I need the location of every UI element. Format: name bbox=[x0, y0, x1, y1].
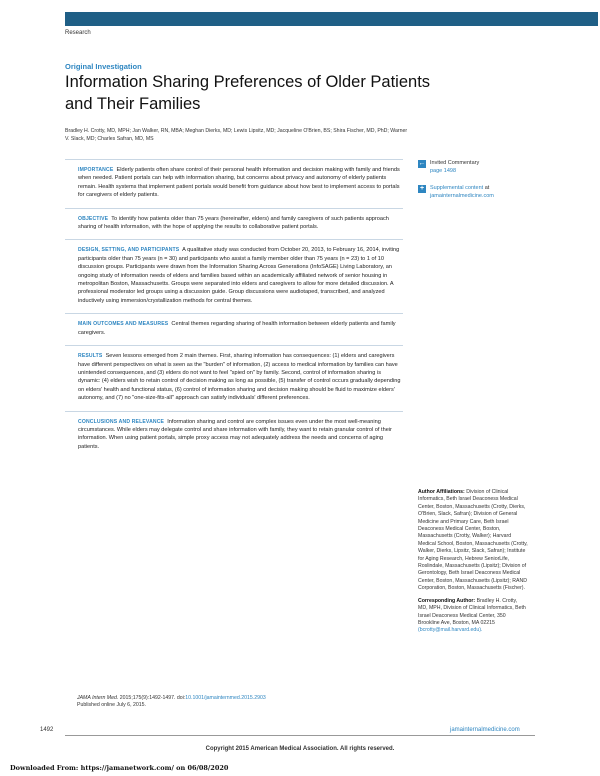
journal-abbrev: JAMA Intern Med. bbox=[77, 695, 119, 701]
abstract-design bbox=[65, 239, 403, 313]
footer-divider bbox=[65, 735, 535, 736]
abstract-text: Central themes regarding sharing of health information between elderly patients and family caregivers. bbox=[78, 321, 396, 336]
journal-header-bar bbox=[65, 12, 598, 26]
corresponding-heading: Corresponding Author: bbox=[418, 597, 476, 604]
related-links bbox=[418, 159, 558, 209]
citation-ref: 2015;175(9):1492-1497. doi: bbox=[119, 695, 186, 701]
article-type: Original Investigation bbox=[65, 62, 142, 71]
invited-commentary-link[interactable] bbox=[418, 159, 558, 175]
arrow-left-icon: ← bbox=[418, 160, 426, 167]
abstract-outcomes bbox=[65, 313, 403, 345]
commentary-label: Invited Commentary bbox=[430, 160, 480, 166]
abstract-text: Information sharing and control are complex issues even under the most well-meaning circumstances. While elders may delegate control and share information with family, they want to retain granular control of their information. When using patient portals, simple proxy access may not adequately address the needs and concerns of aging patients. bbox=[78, 418, 392, 450]
abstract-heading: MAIN OUTCOMES AND MEASURES bbox=[78, 321, 169, 328]
abstract-text: A qualitative study was conducted from October 20, 2013, to February 16, 2014, inviting participants older than 75 years (n = 30) and participants who assist a family member older than 75 years (n = 23) to 1 of 10 discussion groups. Participants were drawn from the Information Sharing Across Generations (InfoSAGE) Living Laboratory, an ongoing study of information needs of elders and families based within an academically affiliated network of senior housing in metropolitan Boston, Massachusetts. Groups were separated into elders and caregivers to allow for more detailed discussion. A professional moderator led groups using a discussion guide. Group discussions were audiotaped, transcribed, and analyzed inductively using immersion/crystallization methods for central themes. bbox=[78, 247, 400, 304]
doi-link[interactable]: 10.1001/jamainternmed.2015.2903 bbox=[185, 695, 266, 701]
abstract-text: Elderly patients often share control of their personal health information and decision making with family and friends when needed. Patient portals can help with information sharing, but concerns about privacy and autonomy of elderly patients remain. Health systems that implement patient portals would benefit from guidance about how best to implement access to portals for caregivers of elderly patients. bbox=[78, 167, 400, 199]
article-title: Information Sharing Preferences of Older Patients and Their Families bbox=[65, 73, 431, 113]
abstract-results bbox=[65, 345, 403, 410]
copyright-notice: Copyright 2015 American Medical Association. All rights reserved. bbox=[205, 746, 395, 752]
supplemental-label[interactable]: Supplemental content bbox=[430, 185, 484, 191]
abstract-objective bbox=[65, 208, 403, 240]
page-number: 1492 bbox=[40, 727, 54, 733]
abstract-conclusions bbox=[65, 411, 403, 460]
abstract-text: To identify how patients older than 75 years (hereinafter, elders) and family caregivers of such patients approach sharing of health information, with the hope of applying the results to collaborative patient portals. bbox=[78, 215, 389, 231]
abstract-heading: RESULTS bbox=[78, 353, 103, 360]
abstract-importance bbox=[65, 159, 403, 208]
affiliations-heading: Author Affiliations: bbox=[418, 489, 465, 495]
abstract-heading: DESIGN, SETTING, AND PARTICIPANTS bbox=[78, 247, 180, 254]
supplemental-at: at bbox=[484, 185, 490, 191]
published-date: Published online July 6, 2015. bbox=[77, 702, 146, 709]
commentary-page[interactable]: page 1498 bbox=[430, 168, 456, 174]
author-affiliations bbox=[418, 489, 528, 640]
journal-site[interactable]: jamainternalmedicine.com bbox=[450, 727, 520, 733]
corresponding-text: Bradley H. Crotty, MD, MPH, Division of Clinical Informatics, Beth Israel Deaconess Medical Center, 350 Brookline Ave, Boston, MA 02215 bbox=[418, 597, 526, 626]
download-stamp: Downloaded From: https://jamanetwork.com/ on 06/08/2020 bbox=[10, 764, 229, 772]
section-label: Research bbox=[65, 30, 91, 36]
abstract bbox=[65, 159, 403, 459]
abstract-text: Seven lessons emerged from 2 main themes. First, sharing information has consequences: (1) elders and caregivers have different perspectives on what is seen as the "burden" of information, (2) access to medical information by families can have unintended consequences, and (3) elders do not want to feel "spied on" by family. Second, control of information sharing is dynamic: (4) elders wish to retain control of decision making as long as possible, (5) transfer of control occurs gradually depending on elders' health and functional status, (6) control of information sharing and decision making should be fluid to maximize elders' autonomy, and (7) no "one-size-fits-all" approach can satisfy individuals' different preferences. bbox=[78, 353, 401, 402]
abstract-heading: OBJECTIVE bbox=[78, 215, 109, 222]
plus-icon: + bbox=[419, 185, 425, 192]
author-list: Bradley H. Crotty, MD, MPH; Jan Walker, RN, MBA; Meghan Dierks, MD; Lewis Lipsitz, MD; Jacqueline O'Brien, BS; Shira Fischer, MD, PhD; Warner V. Slack, MD; Charles Safran, MD, MS bbox=[65, 128, 408, 142]
citation bbox=[77, 695, 377, 710]
corresponding-email[interactable]: (bcrotty@mail.harvard.edu). bbox=[418, 627, 483, 634]
abstract-heading: IMPORTANCE bbox=[78, 167, 114, 173]
abstract-heading: CONCLUSIONS AND RELEVANCE bbox=[78, 418, 165, 425]
supplemental-content-link[interactable] bbox=[418, 184, 558, 200]
affiliations-text: Division of Clinical Informatics, Beth Israel Deaconess Medical Center, Boston, Massachusetts (Crotty, Dierks, O'Brien, Slack, Safran); Division of General Medicine and Primary Care, Beth Israel Deaconess Medical Center, Boston, Massachusetts (Crotty, Walker); Harvard Medical School, Boston, Massachusetts (Crotty, Walker, Dierks, Lipsitz, Slack, Safran); Institute for Aging Research, Hebrew SeniorLife, Roslindale, Massachusetts (Lipsitz); Division of Gerontology, Beth Israel Deaconess Medical Center, Boston, Massachusetts (Lipsitz); RAND Corporation, Boston, Massachusetts (Fischer). bbox=[418, 489, 528, 592]
supplemental-site[interactable]: jamainternalmedicine.com bbox=[430, 193, 494, 199]
